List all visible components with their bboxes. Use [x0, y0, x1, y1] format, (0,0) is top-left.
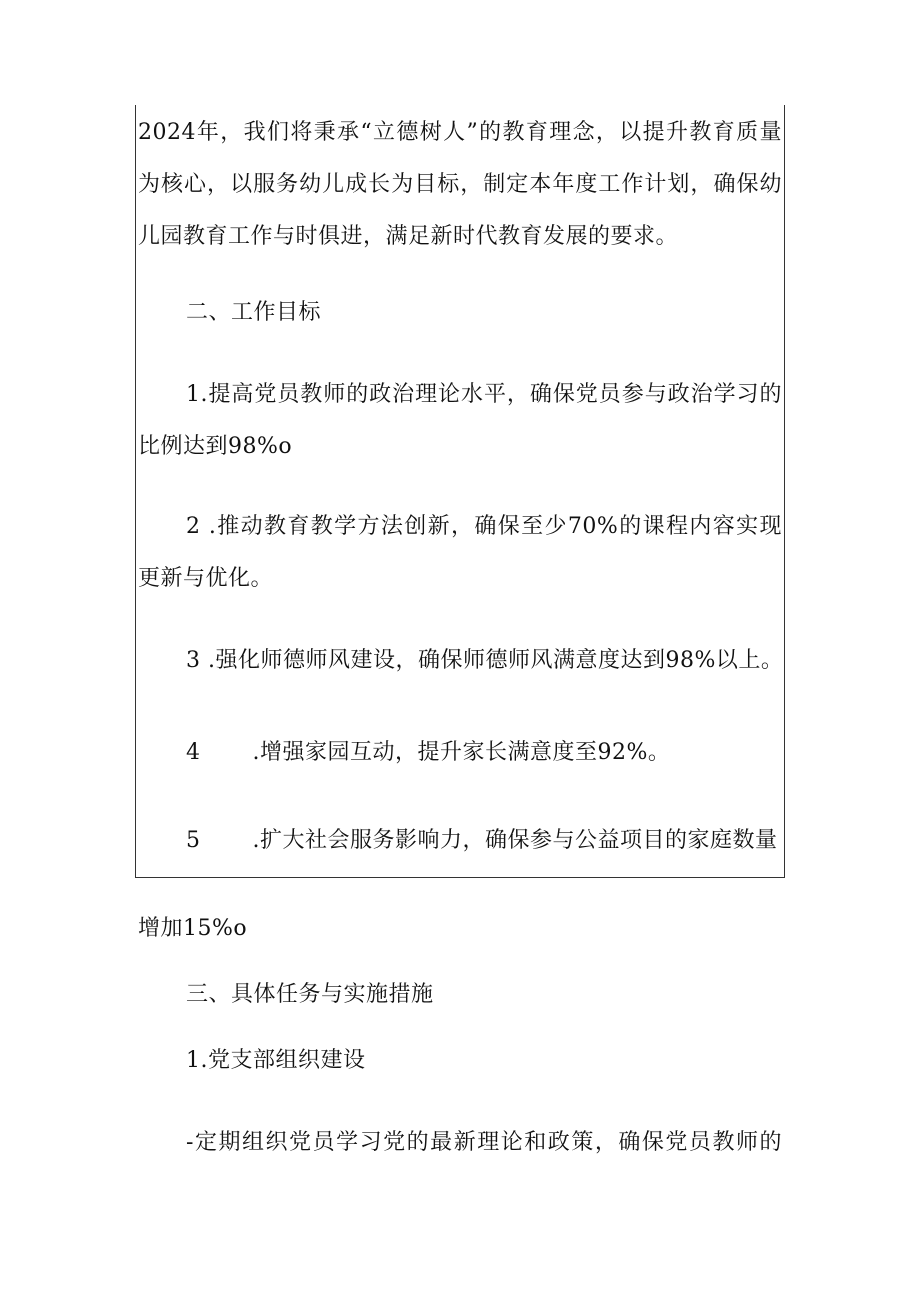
intro-line-1: 2024年，我们将秉承“立德树人”的教育理念，以提升教育质量 [138, 120, 782, 145]
goal-3-line-1: 3 .强化师德师风建设，确保师德师风满意度达到98%以上。 [186, 648, 784, 673]
task-1-heading: 1.党支部组织建设 [186, 1048, 366, 1073]
goal-1-line-1: 1.提高党员教师的政治理论水平，确保党员参与政治学习的 [186, 382, 782, 407]
goal-5-text: .扩大社会服务影响力，确保参与公益项目的家庭数量 [252, 828, 778, 853]
goal-2-line-2: 更新与优化。 [138, 566, 274, 591]
goal-2-line-1: 2 .推动教育教学方法创新，确保至少70%的课程内容实现 [186, 514, 782, 539]
goal-4-line [186, 738, 670, 768]
goal-4-number: 4 [186, 740, 201, 765]
goal-5-line-2: 增加15%o [138, 916, 248, 941]
goal-1-line-2: 比例达到98%o [138, 434, 293, 459]
intro-line-2: 为核心，以服务幼儿成长为目标，制定本年度工作计划，确保幼 [138, 172, 782, 197]
section-2-heading: 二、工作目标 [186, 300, 322, 325]
goal-5-line-1 [186, 826, 782, 856]
task-1-bullet-1: -定期组织党员学习党的最新理论和政策，确保党员教师的 [186, 1130, 782, 1155]
section-3-heading: 三、具体任务与实施措施 [186, 982, 434, 1007]
goal-4-text: .增强家园互动，提升家长满意度至92%。 [252, 740, 671, 765]
intro-line-3: 儿园教育工作与时俱进，满足新时代教育发展的要求。 [138, 224, 679, 249]
goal-5-number: 5 [186, 828, 201, 853]
